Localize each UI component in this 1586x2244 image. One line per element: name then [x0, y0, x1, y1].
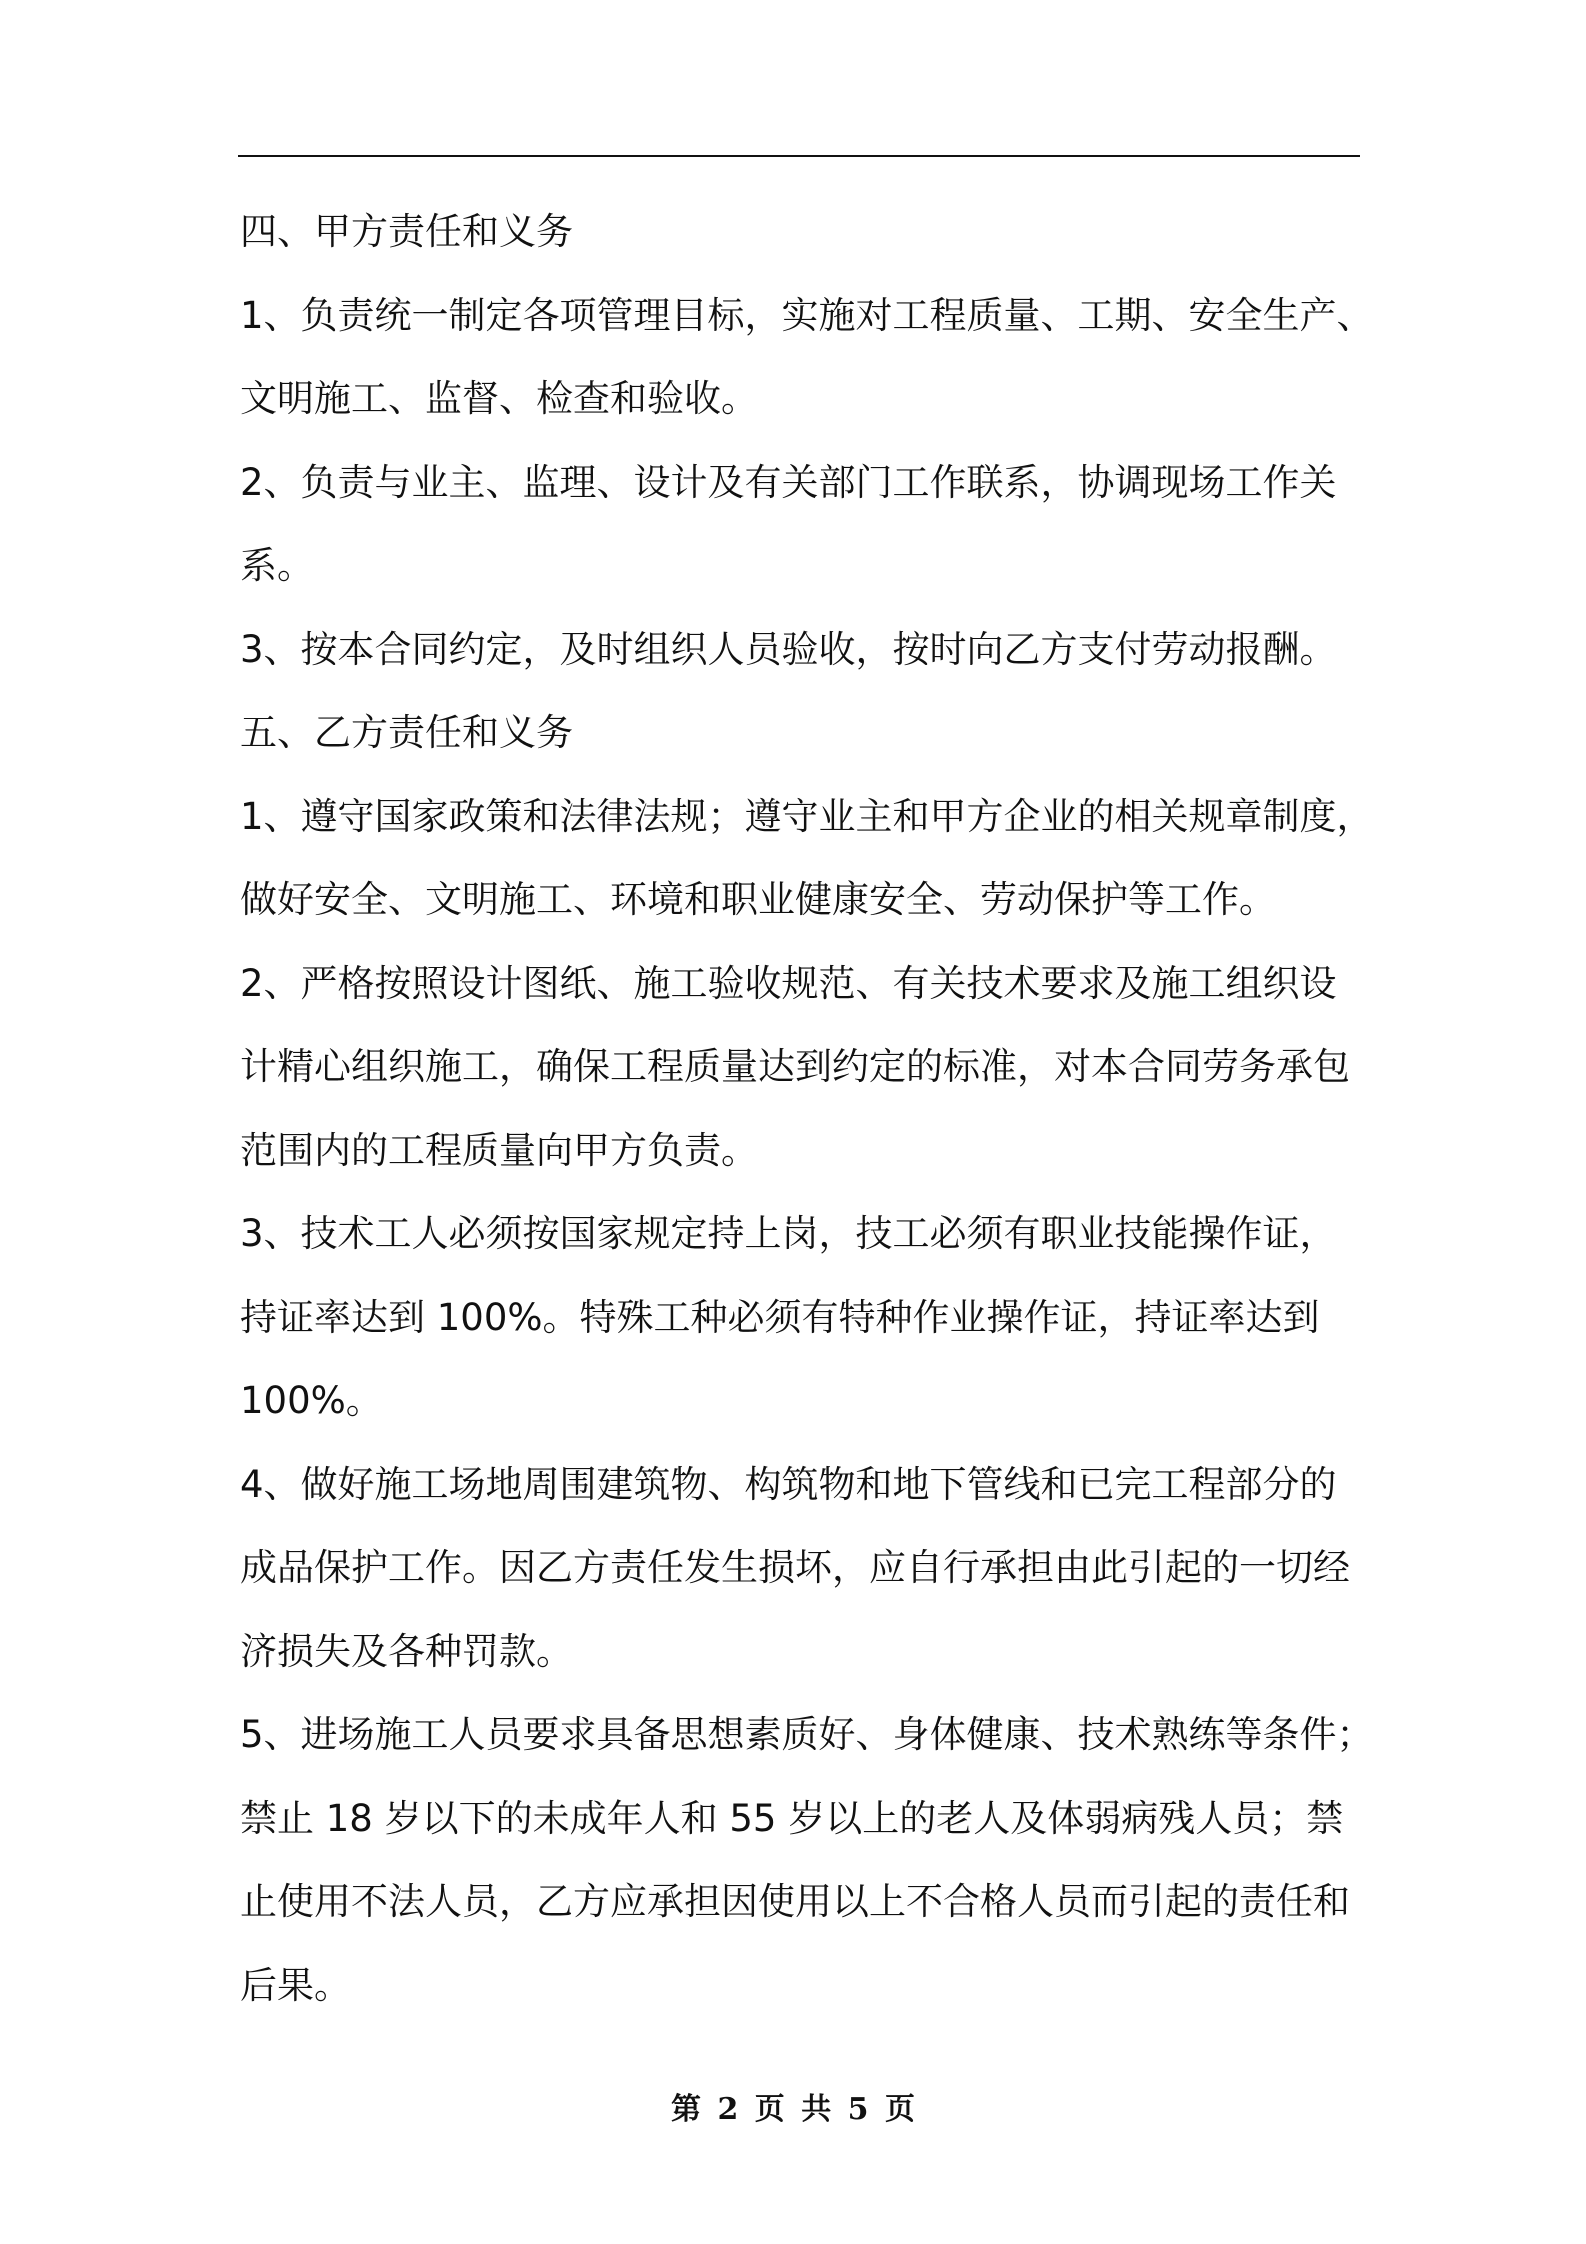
text-line: 1、负责统一制定各项管理目标，实施对工程质量、工期、安全生产、 — [240, 293, 1374, 337]
page-number: 第 2 页 共 5 页 — [671, 2092, 915, 2127]
text-line: 系。 — [240, 544, 314, 587]
text-line: 5、进场施工人员要求具备思想素质好、身体健康、技术熟练等条件； — [240, 1713, 1374, 1756]
document-body — [240, 190, 1374, 2027]
text-line: 4、做好施工场地周围建筑物、构筑物和地下管线和已完工程部分的 — [240, 1462, 1337, 1506]
text-line: 持证率达到 100%。特殊工种必须有特种作业操作证，持证率达到 — [240, 1295, 1320, 1339]
text-line: 3、技术工人必须按国家规定持上岗，技工必须有职业技能操作证， — [240, 1212, 1337, 1255]
text-line: 100%。 — [240, 1379, 383, 1422]
text-line: 文明施工、监督、检查和验收。 — [240, 377, 758, 420]
text-line: 1、遵守国家政策和法律法规；遵守业主和甲方企业的相关规章制度， — [240, 794, 1374, 838]
section-heading-party-a: 四、甲方责任和义务 — [240, 210, 573, 253]
text-line: 做好安全、文明施工、环境和职业健康安全、劳动保护等工作。 — [240, 878, 1276, 921]
text-line: 计精心组织施工，确保工程质量达到约定的标准，对本合同劳务承包 — [240, 1045, 1350, 1088]
text-line: 后果。 — [240, 1963, 351, 2007]
text-line: 2、严格按照设计图纸、施工验收规范、有关技术要求及施工组织设 — [240, 961, 1337, 1005]
text-line: 3、按本合同约定，及时组织人员验收，按时向乙方支付劳动报酬。 — [240, 627, 1337, 671]
text-line: 2、负责与业主、监理、设计及有关部门工作联系，协调现场工作关 — [240, 460, 1337, 504]
text-line: 禁止 18 岁以下的未成年人和 55 岁以上的老人及体弱病残人员；禁 — [240, 1796, 1344, 1840]
section-heading-party-b: 五、乙方责任和义务 — [240, 711, 573, 754]
text-line: 范围内的工程质量向甲方负责。 — [240, 1128, 758, 1172]
text-line: 止使用不法人员，乙方应承担因使用以上不合格人员而引起的责任和 — [240, 1880, 1350, 1923]
text-line: 济损失及各种罚款。 — [240, 1629, 573, 1673]
header-rule — [238, 155, 1360, 157]
text-line: 成品保护工作。因乙方责任发生损坏，应自行承担由此引起的一切经 — [240, 1546, 1350, 1589]
